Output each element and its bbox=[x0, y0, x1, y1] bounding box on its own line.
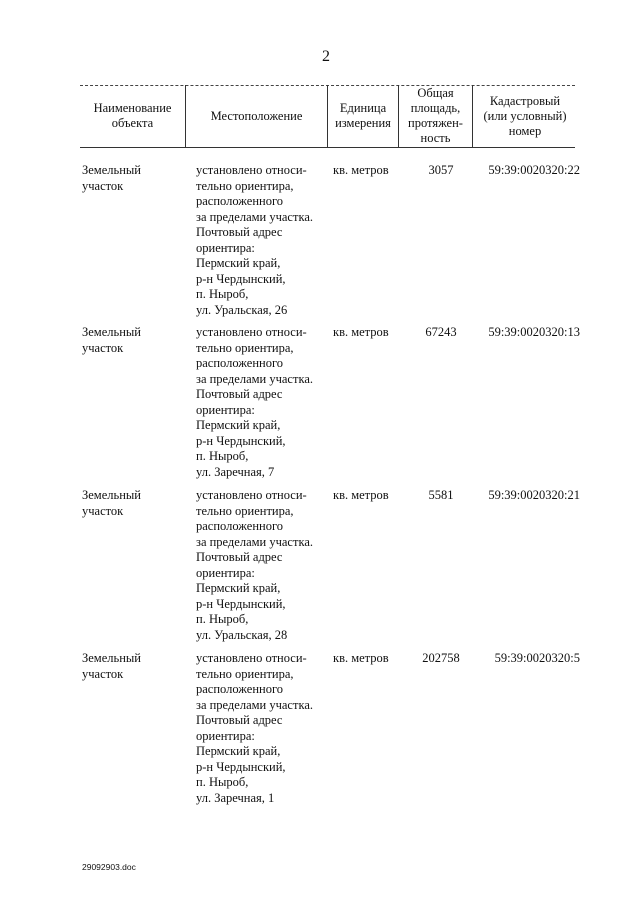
object-name: Земельный участок bbox=[82, 163, 141, 193]
header-bottom-rule bbox=[80, 147, 575, 148]
object-cadastral-number: 59:39:0020320:13 bbox=[488, 325, 580, 339]
object-location: установлено относи- тельно ориентира, расположенного за пределами участка. Почтовый адрес ориентира: Пермский край, р-н Чердынский, п. Ныроб, ул. Заречная, 1 bbox=[196, 651, 314, 805]
object-location: установлено относи- тельно ориентира, расположенного за пределами участка. Почтовый адрес ориентира: Пермский край, р-н Чердынский, п. Ныроб, ул. Уральская, 28 bbox=[196, 488, 314, 642]
page-number: 2 bbox=[322, 48, 330, 65]
header-cadastral: Кадастровый (или условный) номер bbox=[483, 93, 567, 138]
object-area: 67243 bbox=[425, 325, 457, 339]
object-cadastral-number: 59:39:0020320:22 bbox=[488, 163, 580, 177]
object-cadastral-number: 59:39:0020320:5 bbox=[494, 651, 580, 665]
header-area: Общая площадь, протяжен- ность bbox=[408, 86, 463, 145]
object-area: 5581 bbox=[428, 488, 454, 502]
object-unit: кв. метров bbox=[333, 488, 389, 502]
table-row bbox=[0, 163, 640, 317]
header-name: Наименование объекта bbox=[93, 101, 172, 130]
object-unit: кв. метров bbox=[333, 163, 389, 177]
object-area: 202758 bbox=[422, 651, 460, 665]
header-location: Местоположение bbox=[210, 108, 303, 123]
table-row bbox=[0, 325, 640, 479]
object-location: установлено относи- тельно ориентира, расположенного за пределами участка. Почтовый адрес ориентира: Пермский край, р-н Чердынский, п. Ныроб, ул. Заречная, 7 bbox=[196, 325, 314, 479]
table-row bbox=[0, 488, 640, 642]
object-cadastral-number: 59:39:0020320:21 bbox=[488, 488, 580, 502]
document-filename: 29092903.doc bbox=[82, 862, 136, 872]
object-name: Земельный участок bbox=[82, 488, 141, 518]
object-unit: кв. метров bbox=[333, 325, 389, 339]
object-location: установлено относи- тельно ориентира, расположенного за пределами участка. Почтовый адрес ориентира: Пермский край, р-н Чердынский, п. Ныроб, ул. Уральская, 26 bbox=[196, 163, 314, 317]
object-name: Земельный участок bbox=[82, 325, 141, 355]
object-area: 3057 bbox=[428, 163, 454, 177]
object-unit: кв. метров bbox=[333, 651, 389, 665]
table-row bbox=[0, 651, 640, 805]
header-unit: Единица измерения bbox=[335, 101, 391, 130]
object-name: Земельный участок bbox=[82, 651, 141, 681]
